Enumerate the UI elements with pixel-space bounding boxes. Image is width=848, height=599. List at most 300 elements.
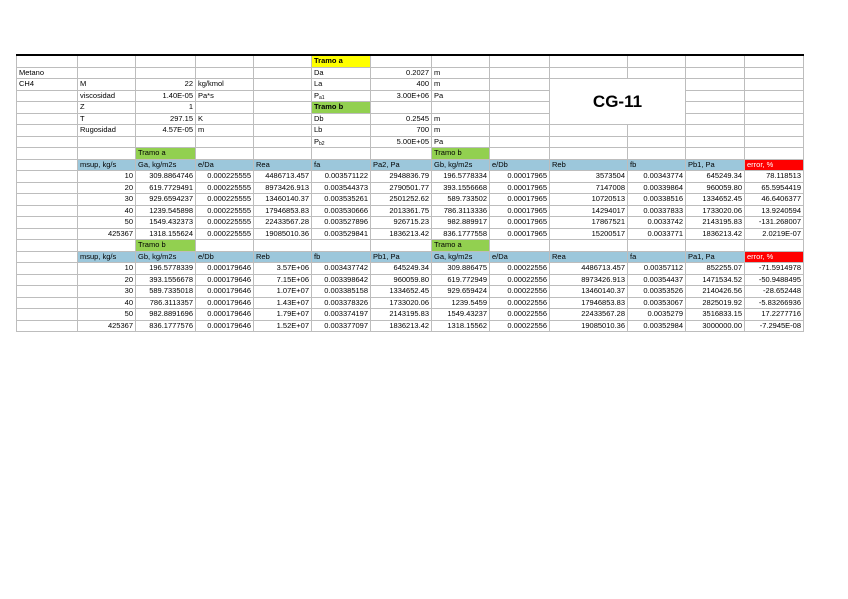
data-cell[interactable]: 926715.23 <box>371 217 432 229</box>
data-cell[interactable]: 393.1556668 <box>432 182 490 194</box>
z-value[interactable]: 1 <box>136 102 196 114</box>
data-cell[interactable]: 7.15E+06 <box>254 274 312 286</box>
column-header[interactable]: Reb <box>254 251 312 263</box>
column-header[interactable]: fb <box>312 251 371 263</box>
column-header[interactable]: Pa2, Pa <box>371 159 432 171</box>
data-cell[interactable]: 929.659424 <box>432 286 490 298</box>
data-cell[interactable]: 2790501.77 <box>371 182 432 194</box>
t-unit[interactable]: K <box>196 113 254 125</box>
tramo-b-title[interactable]: Tramo b <box>312 102 371 114</box>
data-cell[interactable]: 65.5954419 <box>745 182 804 194</box>
la-unit[interactable]: m <box>432 79 490 91</box>
data-cell[interactable]: 17867521 <box>550 217 628 229</box>
summary-cell[interactable]: 836.1777558 <box>432 228 490 240</box>
data-cell[interactable]: 2013361.75 <box>371 205 432 217</box>
empty-cell[interactable] <box>432 55 490 67</box>
summary-cell[interactable]: 19085010.36 <box>550 320 628 332</box>
data-cell[interactable]: 982.8891696 <box>136 309 196 321</box>
column-header[interactable]: error, % <box>745 251 804 263</box>
empty-cell[interactable] <box>745 113 804 125</box>
empty-cell[interactable] <box>745 136 804 148</box>
column-header[interactable]: Rea <box>254 159 312 171</box>
visc-unit[interactable]: Pa*s <box>196 90 254 102</box>
column-header[interactable]: e/Da <box>490 251 550 263</box>
empty-cell[interactable] <box>254 125 312 137</box>
data-cell[interactable]: 2140426.56 <box>686 286 745 298</box>
data-cell[interactable]: 0.00022556 <box>490 274 550 286</box>
empty-cell[interactable] <box>745 148 804 160</box>
data-cell[interactable]: 1549.432373 <box>136 217 196 229</box>
empty-cell[interactable] <box>628 136 686 148</box>
empty-cell[interactable] <box>745 240 804 252</box>
data-cell[interactable]: 0.000179646 <box>196 286 254 298</box>
column-header[interactable]: Rea <box>550 251 628 263</box>
data-cell[interactable]: 0.003544373 <box>312 182 371 194</box>
empty-cell[interactable] <box>686 90 745 102</box>
data-cell[interactable]: 10 <box>78 263 136 275</box>
data-cell[interactable]: 982.889917 <box>432 217 490 229</box>
empty-cell[interactable] <box>371 240 432 252</box>
data-cell[interactable]: 0.00022556 <box>490 309 550 321</box>
empty-cell[interactable] <box>371 148 432 160</box>
column-header[interactable]: Gb, kg/m2s <box>136 251 196 263</box>
data-cell[interactable]: 13460140.37 <box>550 286 628 298</box>
da-label[interactable]: Da <box>312 67 371 79</box>
empty-cell[interactable] <box>17 297 78 309</box>
data-cell[interactable]: 852255.07 <box>686 263 745 275</box>
da-value[interactable]: 0.2027 <box>371 67 432 79</box>
empty-cell[interactable] <box>17 55 78 67</box>
empty-cell[interactable] <box>17 194 78 206</box>
data-cell[interactable]: -131.268007 <box>745 217 804 229</box>
empty-cell[interactable] <box>254 240 312 252</box>
empty-cell[interactable] <box>745 67 804 79</box>
data-cell[interactable]: 22433567.28 <box>550 309 628 321</box>
gas-name[interactable]: Metano <box>17 67 78 79</box>
empty-cell[interactable] <box>371 102 432 114</box>
column-header[interactable]: fb <box>628 159 686 171</box>
empty-cell[interactable] <box>196 67 254 79</box>
empty-cell[interactable] <box>254 55 312 67</box>
data-cell[interactable]: 8973426.913 <box>550 274 628 286</box>
data-cell[interactable]: 0.00337833 <box>628 205 686 217</box>
empty-cell[interactable] <box>686 125 745 137</box>
data-cell[interactable]: 1733020.06 <box>371 297 432 309</box>
db-unit[interactable]: m <box>432 113 490 125</box>
summary-cell[interactable]: 1836213.42 <box>371 228 432 240</box>
data-cell[interactable]: 0.003571122 <box>312 171 371 183</box>
column-header[interactable]: Pa1, Pa <box>686 251 745 263</box>
column-header[interactable]: fa <box>628 251 686 263</box>
data-cell[interactable]: 0.003527896 <box>312 217 371 229</box>
data-cell[interactable]: 0.00339864 <box>628 182 686 194</box>
empty-cell[interactable] <box>136 55 196 67</box>
data-cell[interactable]: 0.000225555 <box>196 182 254 194</box>
data-cell[interactable]: 20 <box>78 182 136 194</box>
empty-cell[interactable] <box>17 217 78 229</box>
column-header[interactable]: e/Db <box>490 159 550 171</box>
pb2-value[interactable]: 5.00E+05 <box>371 136 432 148</box>
m-unit[interactable]: kg/kmol <box>196 79 254 91</box>
db-value[interactable]: 0.2545 <box>371 113 432 125</box>
empty-cell[interactable] <box>686 102 745 114</box>
empty-cell[interactable] <box>628 240 686 252</box>
pb2-label[interactable] <box>312 136 371 148</box>
empty-cell[interactable] <box>745 90 804 102</box>
column-header[interactable]: Reb <box>550 159 628 171</box>
empty-cell[interactable] <box>17 240 78 252</box>
empty-cell[interactable] <box>17 148 78 160</box>
data-cell[interactable]: 0.003437742 <box>312 263 371 275</box>
data-cell[interactable]: 960059.80 <box>371 274 432 286</box>
column-header[interactable]: Ga, kg/m2s <box>136 159 196 171</box>
data-cell[interactable]: 1.43E+07 <box>254 297 312 309</box>
gas-formula[interactable]: CH4 <box>17 79 78 91</box>
data-cell[interactable]: 0.000225555 <box>196 205 254 217</box>
z-label[interactable]: Z <box>78 102 136 114</box>
empty-cell[interactable] <box>550 240 628 252</box>
data-cell[interactable]: 1.07E+07 <box>254 286 312 298</box>
empty-cell[interactable] <box>78 55 136 67</box>
data-cell[interactable]: 309.886475 <box>432 263 490 275</box>
empty-cell[interactable] <box>196 148 254 160</box>
rug-label[interactable]: Rugosidad <box>78 125 136 137</box>
tramo-a-title[interactable]: Tramo a <box>312 55 371 67</box>
data-cell[interactable]: 1239.5459 <box>432 297 490 309</box>
data-cell[interactable]: 3573504 <box>550 171 628 183</box>
empty-cell[interactable] <box>490 148 550 160</box>
summary-cell[interactable]: 0.003377097 <box>312 320 371 332</box>
data-cell[interactable]: 10720513 <box>550 194 628 206</box>
visc-value[interactable]: 1.40E-05 <box>136 90 196 102</box>
empty-cell[interactable] <box>17 286 78 298</box>
data-cell[interactable]: 13460140.37 <box>254 194 312 206</box>
data-cell[interactable]: 30 <box>78 194 136 206</box>
empty-cell[interactable] <box>628 125 686 137</box>
data-cell[interactable]: 786.3113357 <box>136 297 196 309</box>
data-cell[interactable]: 0.000225555 <box>196 194 254 206</box>
summary-cell[interactable]: 1318.15562 <box>432 320 490 332</box>
empty-cell[interactable] <box>254 79 312 91</box>
data-cell[interactable]: 0.0035279 <box>628 309 686 321</box>
empty-cell[interactable] <box>490 79 550 91</box>
empty-cell[interactable] <box>550 148 628 160</box>
data-cell[interactable]: -71.5914978 <box>745 263 804 275</box>
t-label[interactable]: T <box>78 113 136 125</box>
data-cell[interactable]: 0.000179646 <box>196 263 254 275</box>
column-header[interactable]: e/Db <box>196 251 254 263</box>
summary-cell[interactable]: 0.003529841 <box>312 228 371 240</box>
data-cell[interactable]: 0.0033742 <box>628 217 686 229</box>
summary-cell[interactable]: -7.2945E-08 <box>745 320 804 332</box>
empty-cell[interactable] <box>254 90 312 102</box>
column-header[interactable]: Ga, kg/m2s <box>432 251 490 263</box>
empty-cell[interactable] <box>550 67 628 79</box>
data-cell[interactable]: 0.003378326 <box>312 297 371 309</box>
empty-cell[interactable] <box>136 67 196 79</box>
empty-cell[interactable] <box>432 102 490 114</box>
data-cell[interactable]: 0.00017965 <box>490 194 550 206</box>
data-cell[interactable]: 17946853.83 <box>550 297 628 309</box>
summary-cell[interactable]: 0.00022556 <box>490 320 550 332</box>
data-cell[interactable]: 0.00017965 <box>490 217 550 229</box>
rug-value[interactable]: 4.57E-05 <box>136 125 196 137</box>
column-header[interactable]: fa <box>312 159 371 171</box>
data-cell[interactable]: 78.118513 <box>745 171 804 183</box>
page-title[interactable]: CG-11 <box>550 79 686 125</box>
m-label[interactable]: M <box>78 79 136 91</box>
data-cell[interactable]: 1471534.52 <box>686 274 745 286</box>
empty-cell[interactable] <box>78 148 136 160</box>
empty-cell[interactable] <box>136 136 196 148</box>
data-cell[interactable]: 196.5778334 <box>432 171 490 183</box>
empty-cell[interactable] <box>196 102 254 114</box>
la-label[interactable]: La <box>312 79 371 91</box>
data-cell[interactable]: 0.00353067 <box>628 297 686 309</box>
data-cell[interactable]: -50.9488495 <box>745 274 804 286</box>
data-cell[interactable]: -28.652448 <box>745 286 804 298</box>
group-right-title[interactable]: Tramo b <box>432 148 490 160</box>
empty-cell[interactable] <box>17 113 78 125</box>
summary-cell[interactable]: 0.0033771 <box>628 228 686 240</box>
empty-cell[interactable] <box>490 102 550 114</box>
empty-cell[interactable] <box>254 102 312 114</box>
data-cell[interactable]: 589.7335018 <box>136 286 196 298</box>
data-cell[interactable]: 17.2277716 <box>745 309 804 321</box>
empty-cell[interactable] <box>686 113 745 125</box>
data-cell[interactable]: 619.7729491 <box>136 182 196 194</box>
summary-cell[interactable]: 0.000179646 <box>196 320 254 332</box>
data-cell[interactable]: 0.00357112 <box>628 263 686 275</box>
summary-cell[interactable]: 1318.155624 <box>136 228 196 240</box>
empty-cell[interactable] <box>628 148 686 160</box>
data-cell[interactable]: 8973426.913 <box>254 182 312 194</box>
data-cell[interactable]: 960059.80 <box>686 182 745 194</box>
rug-unit[interactable]: m <box>196 125 254 137</box>
empty-cell[interactable] <box>17 182 78 194</box>
empty-cell[interactable] <box>17 263 78 275</box>
data-cell[interactable]: 30 <box>78 286 136 298</box>
pa1-value[interactable]: 3.00E+06 <box>371 90 432 102</box>
data-cell[interactable]: 2501252.62 <box>371 194 432 206</box>
empty-cell[interactable] <box>17 251 78 263</box>
data-cell[interactable]: 0.000225555 <box>196 171 254 183</box>
empty-cell[interactable] <box>17 136 78 148</box>
data-cell[interactable]: 17946853.83 <box>254 205 312 217</box>
empty-cell[interactable] <box>254 67 312 79</box>
empty-cell[interactable] <box>745 102 804 114</box>
data-cell[interactable]: 2143195.83 <box>371 309 432 321</box>
data-cell[interactable]: 10 <box>78 171 136 183</box>
data-cell[interactable]: 0.000179646 <box>196 297 254 309</box>
data-cell[interactable]: 1334652.45 <box>686 194 745 206</box>
empty-cell[interactable] <box>312 148 371 160</box>
data-cell[interactable]: 1239.545898 <box>136 205 196 217</box>
column-header[interactable]: msup, kg/s <box>78 159 136 171</box>
group-right-title[interactable]: Tramo a <box>432 240 490 252</box>
empty-cell[interactable] <box>490 125 550 137</box>
summary-cell[interactable]: 0.00352984 <box>628 320 686 332</box>
empty-cell[interactable] <box>254 148 312 160</box>
data-cell[interactable]: 3.57E+06 <box>254 263 312 275</box>
column-header[interactable]: msup, kg/s <box>78 251 136 263</box>
empty-cell[interactable] <box>196 240 254 252</box>
data-cell[interactable]: 1334652.45 <box>371 286 432 298</box>
column-header[interactable]: Pb1, Pa <box>686 159 745 171</box>
data-cell[interactable]: 929.6594237 <box>136 194 196 206</box>
empty-cell[interactable] <box>490 67 550 79</box>
data-cell[interactable]: 50 <box>78 309 136 321</box>
lb-label[interactable]: Lb <box>312 125 371 137</box>
data-cell[interactable]: 0.00354437 <box>628 274 686 286</box>
empty-cell[interactable] <box>686 67 745 79</box>
data-cell[interactable]: 619.772949 <box>432 274 490 286</box>
summary-cell[interactable]: 425367 <box>78 228 136 240</box>
column-header[interactable]: Gb, kg/m2s <box>432 159 490 171</box>
summary-cell[interactable]: 1.52E+07 <box>254 320 312 332</box>
empty-cell[interactable] <box>78 136 136 148</box>
summary-cell[interactable]: 425367 <box>78 320 136 332</box>
data-cell[interactable]: 50 <box>78 217 136 229</box>
data-cell[interactable]: 3516833.15 <box>686 309 745 321</box>
data-cell[interactable]: 0.00353526 <box>628 286 686 298</box>
empty-cell[interactable] <box>196 55 254 67</box>
data-cell[interactable]: 0.00343774 <box>628 171 686 183</box>
empty-cell[interactable] <box>550 136 628 148</box>
data-cell[interactable]: 309.8864746 <box>136 171 196 183</box>
column-header[interactable]: Pb1, Pa <box>371 251 432 263</box>
summary-cell[interactable]: 19085010.36 <box>254 228 312 240</box>
empty-cell[interactable] <box>17 102 78 114</box>
empty-cell[interactable] <box>628 67 686 79</box>
empty-cell[interactable] <box>686 79 745 91</box>
empty-cell[interactable] <box>17 228 78 240</box>
data-cell[interactable]: 0.003398642 <box>312 274 371 286</box>
empty-cell[interactable] <box>17 90 78 102</box>
data-cell[interactable]: 40 <box>78 205 136 217</box>
empty-cell[interactable] <box>490 55 550 67</box>
data-cell[interactable]: 2825019.92 <box>686 297 745 309</box>
data-cell[interactable]: 0.00017965 <box>490 205 550 217</box>
data-cell[interactable]: 14294017 <box>550 205 628 217</box>
empty-cell[interactable] <box>550 55 628 67</box>
data-cell[interactable]: 0.00022556 <box>490 263 550 275</box>
summary-cell[interactable]: 1836213.42 <box>686 228 745 240</box>
empty-cell[interactable] <box>254 136 312 148</box>
data-cell[interactable]: 0.00338516 <box>628 194 686 206</box>
t-value[interactable]: 297.15 <box>136 113 196 125</box>
empty-cell[interactable] <box>686 55 745 67</box>
empty-cell[interactable] <box>550 125 628 137</box>
data-cell[interactable]: 20 <box>78 274 136 286</box>
empty-cell[interactable] <box>490 90 550 102</box>
da-unit[interactable]: m <box>432 67 490 79</box>
data-cell[interactable]: 13.9240594 <box>745 205 804 217</box>
data-cell[interactable]: 0.00022556 <box>490 286 550 298</box>
data-cell[interactable]: 7147008 <box>550 182 628 194</box>
lb-unit[interactable]: m <box>432 125 490 137</box>
group-left-title[interactable]: Tramo a <box>136 148 196 160</box>
summary-cell[interactable]: 836.1777576 <box>136 320 196 332</box>
data-cell[interactable]: 0.003374197 <box>312 309 371 321</box>
empty-cell[interactable] <box>686 136 745 148</box>
column-header[interactable]: e/Da <box>196 159 254 171</box>
summary-cell[interactable]: 0.00017965 <box>490 228 550 240</box>
data-cell[interactable]: 645249.34 <box>686 171 745 183</box>
data-cell[interactable]: 196.5778339 <box>136 263 196 275</box>
empty-cell[interactable] <box>490 113 550 125</box>
la-value[interactable]: 400 <box>371 79 432 91</box>
data-cell[interactable]: -5.83266936 <box>745 297 804 309</box>
summary-cell[interactable]: 1836213.42 <box>371 320 432 332</box>
empty-cell[interactable] <box>17 171 78 183</box>
lb-value[interactable]: 700 <box>371 125 432 137</box>
data-cell[interactable]: 589.733502 <box>432 194 490 206</box>
group-left-title[interactable]: Tramo b <box>136 240 196 252</box>
data-cell[interactable]: 786.3113336 <box>432 205 490 217</box>
data-cell[interactable]: 0.00017965 <box>490 182 550 194</box>
data-cell[interactable]: 1.79E+07 <box>254 309 312 321</box>
empty-cell[interactable] <box>17 309 78 321</box>
data-cell[interactable]: 393.1556678 <box>136 274 196 286</box>
m-value[interactable]: 22 <box>136 79 196 91</box>
data-cell[interactable]: 0.003535261 <box>312 194 371 206</box>
empty-cell[interactable] <box>628 55 686 67</box>
data-cell[interactable]: 0.000179646 <box>196 309 254 321</box>
db-label[interactable]: Db <box>312 113 371 125</box>
empty-cell[interactable] <box>686 240 745 252</box>
data-cell[interactable]: 22433567.28 <box>254 217 312 229</box>
data-cell[interactable]: 46.6406377 <box>745 194 804 206</box>
empty-cell[interactable] <box>196 136 254 148</box>
empty-cell[interactable] <box>686 148 745 160</box>
summary-cell[interactable]: 3000000.00 <box>686 320 745 332</box>
data-cell[interactable]: 0.003530666 <box>312 205 371 217</box>
data-cell[interactable]: 0.00022556 <box>490 297 550 309</box>
empty-cell[interactable] <box>17 320 78 332</box>
pa1-unit[interactable]: Pa <box>432 90 490 102</box>
pa1-label[interactable] <box>312 90 371 102</box>
data-cell[interactable]: 0.000225555 <box>196 217 254 229</box>
data-cell[interactable]: 1733020.06 <box>686 205 745 217</box>
data-cell[interactable]: 40 <box>78 297 136 309</box>
empty-cell[interactable] <box>17 125 78 137</box>
data-cell[interactable]: 4486713.457 <box>254 171 312 183</box>
empty-cell[interactable] <box>17 274 78 286</box>
data-cell[interactable]: 0.003385158 <box>312 286 371 298</box>
empty-cell[interactable] <box>490 240 550 252</box>
empty-cell[interactable] <box>490 136 550 148</box>
summary-cell[interactable]: 15200517 <box>550 228 628 240</box>
empty-cell[interactable] <box>745 79 804 91</box>
column-header[interactable]: error, % <box>745 159 804 171</box>
data-cell[interactable]: 0.000179646 <box>196 274 254 286</box>
data-cell[interactable]: 4486713.457 <box>550 263 628 275</box>
data-cell[interactable]: 1549.43237 <box>432 309 490 321</box>
data-cell[interactable]: 2948836.79 <box>371 171 432 183</box>
empty-cell[interactable] <box>78 67 136 79</box>
empty-cell[interactable] <box>371 55 432 67</box>
summary-cell[interactable]: 0.000225555 <box>196 228 254 240</box>
pb2-unit[interactable]: Pa <box>432 136 490 148</box>
empty-cell[interactable] <box>78 240 136 252</box>
empty-cell[interactable] <box>312 240 371 252</box>
empty-cell[interactable] <box>17 205 78 217</box>
visc-label[interactable]: viscosidad <box>78 90 136 102</box>
data-cell[interactable]: 645249.34 <box>371 263 432 275</box>
summary-cell[interactable]: 2.0219E-07 <box>745 228 804 240</box>
data-cell[interactable]: 0.00017965 <box>490 171 550 183</box>
